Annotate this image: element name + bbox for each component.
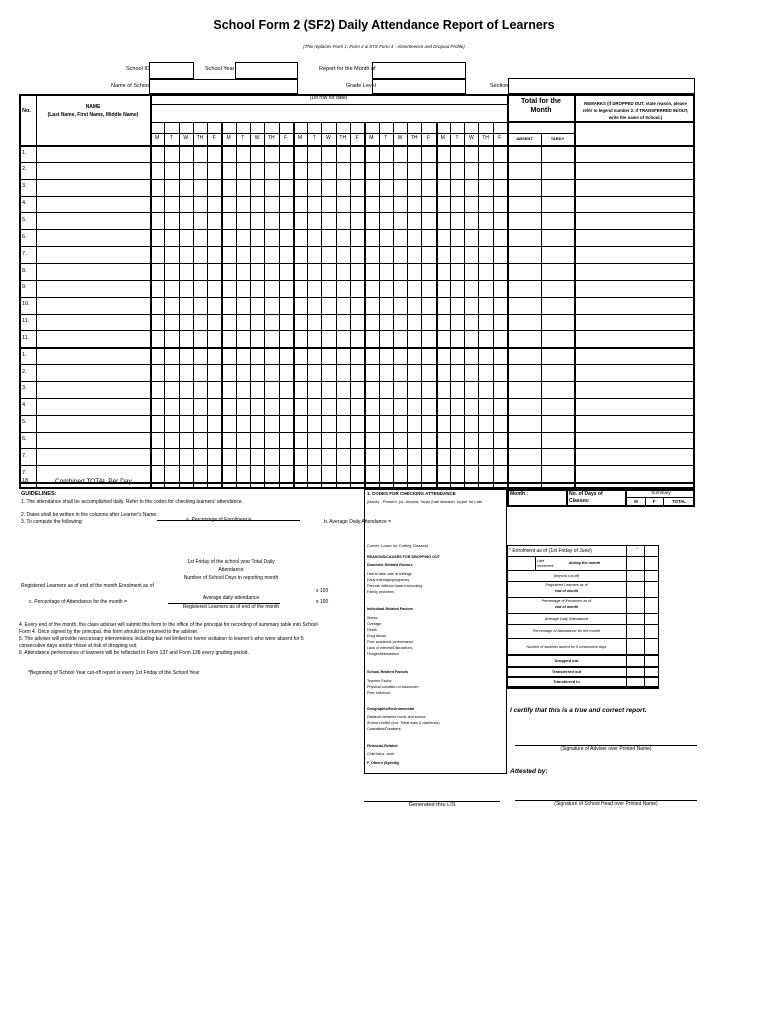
- grade-level-label: Grade Level: [346, 83, 376, 89]
- generated-label: Generated thru LIS: [408, 802, 456, 808]
- avg-attendance-label: b. Average Daily Attendance =: [324, 519, 392, 525]
- dropped-out-label: Dropped out: [554, 658, 579, 663]
- individual-3: Death: [367, 628, 377, 632]
- row-number: 7.: [22, 250, 27, 257]
- col-divider-days: [507, 94, 509, 489]
- day-col-divider: [293, 122, 295, 489]
- page-subtitle: (This replaces Form 1, Form 2 & STS Form 4 - Absenteeism and Dropout Profile): [303, 44, 465, 49]
- domestic-heading: Domestic-Related Factors: [367, 563, 413, 567]
- guideline-3: 3. To compute the following:: [21, 519, 83, 525]
- summary-row-rule-bold: [507, 666, 659, 668]
- day-label: TH: [339, 135, 347, 141]
- day-col-divider: [379, 122, 380, 489]
- row-number: 4.: [22, 200, 27, 207]
- date-row-rule: [150, 104, 507, 105]
- total-month-header: Total for the: [521, 98, 561, 105]
- summary-row-rule-bold: [507, 687, 659, 689]
- row-number: 11.: [22, 334, 30, 341]
- day-label: T: [241, 135, 245, 141]
- day-header-top: [150, 133, 574, 134]
- head-signature-label: (Signature of School Head over Printed Name): [554, 801, 658, 807]
- no-column-header: No.: [22, 108, 31, 114]
- row-number: 7.: [22, 469, 27, 476]
- enrolment-label: * Enrolment as of (1st Friday of June): [509, 548, 592, 554]
- row-rule: [19, 398, 695, 399]
- school-year-label: School Year: [205, 66, 235, 72]
- individual-7: Hunger/Malnutrition: [367, 652, 400, 656]
- reg-label-1: Registered Learners as of: [545, 583, 588, 587]
- col-divider-name: [150, 94, 152, 489]
- guideline-2: 2. Dates shall be written in the columns after Learner's Name.: [21, 512, 158, 518]
- school-1: Teacher Factor: [367, 679, 392, 683]
- row-number: 10.: [22, 301, 30, 308]
- guideline-1: 1. The attendance shall be accomplished daily. Refer to the codes for checking learners' attendance.: [21, 499, 244, 505]
- date-row-rule-2: [150, 122, 507, 123]
- day-col-divider: [407, 122, 408, 489]
- transferred-in-label: Transferred in: [553, 679, 580, 684]
- day-label: TH: [268, 135, 275, 141]
- day-label: T: [455, 135, 459, 141]
- late-divider: [535, 556, 536, 570]
- remarks-header-1: REMARKS (If DROPPED OUT, state reason, please: [584, 101, 687, 106]
- day-label: W: [254, 135, 260, 141]
- codes-line-1: (blank) - Present; (x)- Absent; Tardy (half shaded= Upper for Late: [367, 499, 483, 504]
- summary-row-rule: [507, 556, 659, 557]
- individual-1: Illness: [367, 616, 378, 620]
- row-number: 2.: [22, 166, 27, 173]
- report-month-label: Report for the Month of: [319, 66, 376, 72]
- row-number: 9.: [22, 284, 27, 291]
- domestic-3: Parents' attitude toward schooling: [367, 584, 423, 588]
- row-rule: [19, 330, 695, 331]
- day-col-divider: [364, 122, 366, 489]
- row-number: 2.: [22, 368, 27, 375]
- row-rule: [19, 280, 695, 281]
- row-rule: [19, 229, 695, 230]
- school-2: Physical condition of classroom: [367, 685, 419, 689]
- reg-label-2: end of month: [554, 589, 579, 593]
- row-rule: [19, 263, 695, 264]
- day-col-divider: [393, 122, 394, 489]
- total-row-label: Combined TOTAL Per Day: [55, 478, 132, 485]
- first-row-date-note: (1st row for date): [309, 95, 348, 101]
- pct-enrol-label-1: Percentage of Enrolment as of: [541, 599, 592, 603]
- day-label: F: [212, 135, 216, 141]
- report-month-input[interactable]: [372, 62, 466, 79]
- day-label: W: [397, 135, 403, 141]
- name-column-header: NAME: [85, 104, 101, 110]
- day-col-divider: [321, 122, 322, 489]
- day-col-divider: [207, 122, 208, 489]
- name-column-subheader: (Last Name, First Name, Middle Name): [47, 112, 139, 118]
- day-col-divider: [478, 122, 479, 489]
- day-label: M: [226, 135, 231, 141]
- day-col-divider: [336, 122, 337, 489]
- formula-x100-a: x 100: [316, 588, 329, 594]
- row-number: 8.: [22, 267, 27, 274]
- school-3: Peer influence: [367, 691, 391, 695]
- school-heading: School-Related Factors: [367, 670, 409, 674]
- row-number: 6.: [22, 233, 27, 240]
- day-label: TH: [482, 135, 489, 141]
- row-rule: [19, 364, 695, 365]
- summary-m: M: [634, 499, 638, 504]
- day-label: TH: [196, 135, 204, 141]
- row-number: 1.: [22, 351, 27, 358]
- formula-x100-b: x 100: [316, 599, 329, 605]
- day-label: W: [468, 135, 474, 141]
- days-label-1: No. of Days of: [569, 491, 603, 497]
- day-label: F: [498, 135, 502, 141]
- day-label: T: [312, 135, 316, 141]
- absent-5-days-label: Number of students absent for 5 consecutive days: [526, 645, 607, 649]
- summary-row-rule: [507, 613, 659, 614]
- guidelines-heading: GUIDELINES:: [21, 491, 57, 497]
- formula-reg-end: Registered Learners as of end of the month: [182, 604, 280, 610]
- row-number: 5.: [22, 419, 27, 426]
- row-number: 4.: [22, 402, 27, 409]
- day-label: W: [326, 135, 331, 141]
- individual-5: Poor academic performance: [367, 640, 414, 644]
- summary-label-rule: [627, 497, 695, 498]
- summary-row-rule: [507, 581, 659, 582]
- row-rule: [19, 314, 695, 315]
- domestic-1: Had to take care of siblings: [367, 572, 412, 576]
- days-label-2: Classes:: [569, 498, 590, 504]
- financial-1: Child labor, work: [367, 752, 395, 756]
- guideline-4b: Form 4. Once signed by the principal, this form should be returned to the adviser.: [19, 629, 199, 635]
- day-label: T: [169, 135, 173, 141]
- day-label: T: [384, 135, 388, 141]
- row-rule: [19, 432, 695, 433]
- others-heading: F. Others (Specify): [367, 761, 400, 765]
- row-rule: [19, 179, 695, 180]
- pct-enrol-label-2: end of month: [554, 605, 579, 609]
- formula-a-line3: Number of School Days in reporting month: [183, 575, 279, 581]
- day-col-divider: [279, 122, 280, 489]
- individual-heading: Individual-Related Factors: [367, 607, 414, 611]
- section-label: Section: [490, 83, 509, 89]
- row-rule: [19, 162, 695, 163]
- row-rule: [19, 381, 695, 382]
- day-col-divider: [264, 122, 265, 489]
- attested-by-label: Attested by:: [510, 768, 548, 775]
- guideline-5b: consecutive days and/or those at risk of dropping out.: [19, 643, 138, 649]
- row-number: 11.: [22, 318, 30, 324]
- guideline-4: 4. Every end of the month, the class adviser will submit this form to the office of the principal for recording of summary table into School: [19, 622, 318, 628]
- formula-avg-daily: Average daily attendance: [202, 595, 260, 601]
- summary-row-rule-bold: [507, 676, 659, 678]
- day-col-divider: [464, 122, 465, 489]
- day-col-divider: [221, 122, 223, 489]
- col-divider-no: [36, 94, 37, 489]
- geo-2: Armed conflict (incl. Tribal wars & clanfeuds): [367, 721, 440, 725]
- day-col-divider: [436, 122, 438, 489]
- remarks-header-3: write the name of School.): [608, 115, 663, 120]
- day-label: TH: [410, 135, 418, 141]
- day-col-divider: [307, 122, 308, 489]
- certify-statement: I certify that this is a true and correct report.: [510, 707, 647, 714]
- month-label: Month :: [510, 491, 529, 497]
- day-col-divider: [350, 122, 351, 489]
- row-number: 6.: [22, 436, 27, 442]
- col-divider-absent: [541, 133, 542, 489]
- day-col-divider: [250, 122, 251, 489]
- row-number: 1.: [22, 149, 27, 156]
- day-label: F: [355, 135, 359, 141]
- geo-1: Distance between home and school: [367, 715, 426, 719]
- row-rule: [19, 212, 695, 213]
- day-label: M: [440, 135, 445, 141]
- row-number: 7.: [22, 452, 27, 459]
- row-rule: [19, 196, 695, 197]
- summary-row-rule-bold: [507, 654, 659, 656]
- individual-4: Drug Abuse: [367, 634, 387, 638]
- formula-registered: Registered Learners as of end of the month Enrolment as of: [21, 583, 154, 589]
- individual-2: Overage: [367, 622, 382, 626]
- row-rule: [19, 448, 695, 449]
- row-rule: [19, 297, 695, 298]
- row-rule: [19, 347, 695, 349]
- summary-total: TOTAL: [672, 499, 686, 504]
- day-label: M: [369, 135, 374, 141]
- day-col-divider: [179, 122, 180, 489]
- row-rule: [19, 145, 695, 147]
- day-label: W: [183, 135, 189, 141]
- page-title: School Form 2 (SF2) Daily Attendance Report of Learners: [213, 18, 555, 32]
- beyond-cutoff-label: (beyond cut-off): [553, 574, 580, 578]
- row-number: 5.: [22, 216, 27, 223]
- attendance-table: [19, 94, 695, 489]
- grade-level-input[interactable]: [372, 79, 466, 94]
- transferred-out-label: Transferred out: [551, 669, 582, 674]
- pct-enrolment-label: a. Percentage of Enrolment =: [186, 517, 252, 523]
- summary-row-rule: [507, 638, 659, 639]
- domestic-2: Early marriage/pregnancy: [367, 578, 410, 582]
- day-col-divider: [493, 122, 494, 489]
- guideline-5: 5. The adviser will provide neccessary interventions including but not limited to home visitation to learner's who were absent for 5: [19, 636, 304, 642]
- avg-daily-label: Average Daily Attendance: [544, 617, 589, 621]
- guideline-6: 6. Attendance performance of learners will be reflected in Form 137 and Form 138 every grading period.: [19, 650, 249, 656]
- absent-header: ABSENT: [516, 136, 533, 141]
- row-rule: [19, 246, 695, 247]
- financial-heading: Financial-Related: [367, 744, 398, 748]
- school-name-label: Name of School: [111, 83, 151, 89]
- formula-a-line1: 1st Friday of the school year Total Daily: [187, 559, 275, 565]
- day-label: F: [284, 135, 288, 141]
- summary-f: F: [652, 499, 656, 504]
- remarks-header-2: refer to legend number 2. If TRANSFERRED IN/OUT,: [582, 108, 689, 113]
- school-year-input[interactable]: [235, 62, 298, 79]
- geo-3: Calamities/Disasters: [367, 727, 401, 731]
- summary-row-rule: [507, 570, 659, 571]
- school-id-input[interactable]: [149, 62, 194, 79]
- reasons-heading: REASONS/CAUSES FOR DROPPING OUT: [367, 555, 440, 559]
- codes-heading: 1. CODES FOR CHECKING ATTENDANCE: [367, 491, 456, 496]
- day-col-divider: [236, 122, 237, 489]
- codes-line-2: Comer, Lower for Cutting Classes): [367, 543, 429, 548]
- geo-heading: Geographic/Environmental: [367, 707, 415, 711]
- section-input[interactable]: [508, 78, 695, 94]
- cut-off-note: *Beginning of School Year cut-off report is every 1st Friday of the School Year: [28, 670, 200, 676]
- day-label: F: [426, 135, 430, 141]
- row-rule: [19, 465, 695, 466]
- late-label-2: enrolment: [537, 564, 554, 568]
- during-month-label: during the month: [569, 561, 601, 565]
- enrolment-dash: -: [636, 546, 638, 552]
- day-col-divider: [450, 122, 451, 489]
- formula-a-line2: Attendance: [218, 567, 244, 573]
- summary-row-rule: [507, 597, 659, 598]
- day-label: M: [155, 135, 160, 141]
- day-col-divider: [193, 122, 194, 489]
- pct-attendance-label: c. Percentage of Attendance for the month =: [29, 599, 127, 605]
- summary-row-rule: [507, 624, 659, 625]
- row-rule: [19, 415, 695, 416]
- day-col-divider: [421, 122, 422, 489]
- row-number: 3.: [22, 385, 27, 392]
- summary-label: Summary: [651, 490, 671, 495]
- pct-attendance-month-label: Percentage of Attendance for the month: [532, 629, 601, 633]
- individual-6: Lack of interest/Distractions: [367, 646, 413, 650]
- adviser-signature-label: (Signature of Adviser over Printed Name): [560, 746, 652, 752]
- late-label-1: Late: [537, 559, 545, 563]
- school-id-label: School ID: [126, 66, 150, 72]
- col-divider-tardy: [574, 94, 576, 489]
- total-month-header-2: Month: [530, 107, 552, 114]
- total-row-number: 18.: [22, 478, 30, 484]
- day-label: M: [297, 135, 303, 141]
- total-month-rule: [507, 121, 695, 123]
- summary-header-divider-1: [566, 489, 568, 507]
- tardy-header: TARDY: [550, 136, 565, 141]
- school-name-input[interactable]: [149, 79, 298, 94]
- day-col-divider: [164, 122, 165, 489]
- domestic-4: Family problems: [367, 590, 395, 594]
- row-number: 3.: [22, 183, 27, 190]
